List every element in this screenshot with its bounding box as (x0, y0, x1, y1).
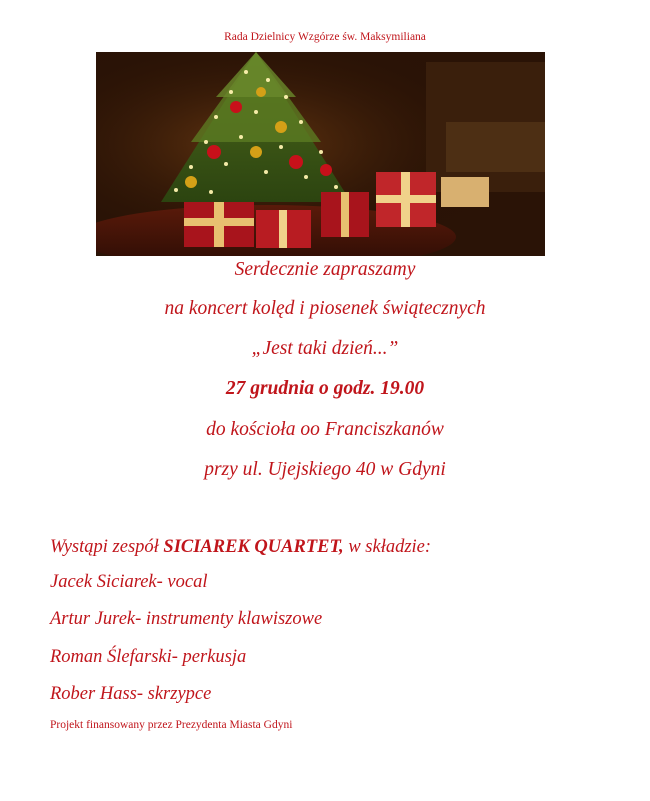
sponsor-footer: Projekt finansowany przez Prezydenta Miasta Gdyni (50, 719, 293, 731)
organizer-header: Rada Dzielnicy Wzgórze św. Maksymiliana (224, 31, 426, 43)
invite-line-greeting: Serdecznie zapraszamy (234, 259, 416, 280)
lineup-intro-prefix: Wystąpi zespół (50, 537, 164, 557)
band-name: SICIAREK QUARTET, (163, 537, 344, 557)
invite-line-venue: do kościoła oo Franciszkanów (206, 419, 444, 440)
invite-line-title: „Jest taki dzień...” (251, 338, 399, 359)
invite-line-address: przy ul. Ujejskiego 40 w Gdyni (204, 459, 446, 480)
invite-line-date: 27 grudnia o godz. 19.00 (225, 378, 425, 399)
invite-line-concert: na koncert kolęd i piosenek świątecznych (164, 298, 486, 319)
member-drums: Roman Ślefarski- perkusja (50, 647, 247, 667)
christmas-tree-photo (96, 52, 545, 256)
member-violin: Rober Hass- skrzypce (50, 684, 212, 704)
christmas-tree-illustration (96, 52, 545, 256)
lineup-intro-suffix: w składzie: (343, 537, 432, 557)
member-keyboards: Artur Jurek- instrumenty klawiszowe (50, 609, 323, 629)
member-vocal: Jacek Siciarek- vocal (50, 572, 208, 592)
lineup-intro (50, 537, 431, 558)
